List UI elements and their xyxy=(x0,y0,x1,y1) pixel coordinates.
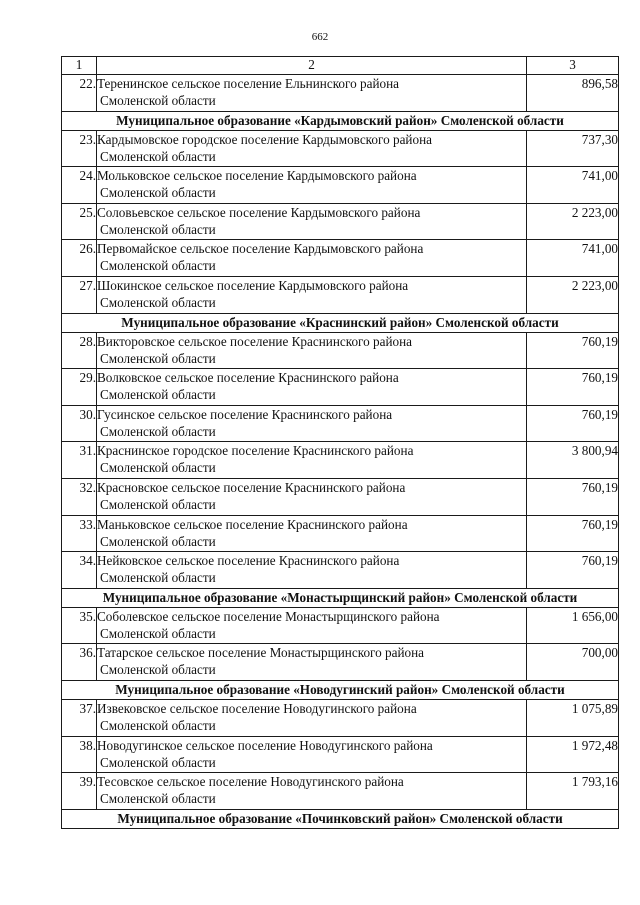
table-row xyxy=(62,130,619,167)
section-title: Муниципальное образование «Починковский район» Смоленской области xyxy=(62,809,619,828)
row-number: 28. xyxy=(62,332,97,369)
section-title: Муниципальное образование «Кардымовский район» Смоленской области xyxy=(62,111,619,130)
allocation-value-cell xyxy=(527,736,619,773)
section-title: Муниципальное образование «Новодугинский район» Смоленской области xyxy=(62,680,619,699)
settlement-name-line2: Смоленской области xyxy=(100,148,216,164)
allocation-value: 760,19 xyxy=(581,479,618,495)
table-row xyxy=(62,773,619,810)
allocation-value-cell xyxy=(527,773,619,810)
settlement-name xyxy=(97,442,527,479)
section-header-row xyxy=(62,111,619,130)
settlement-name-line1: Татарское сельское поселение Монастырщинского района xyxy=(97,645,425,661)
settlement-name-line1: Краснинское городское поселение Краснинского района xyxy=(97,443,414,459)
settlement-name-line2: Смоленской области xyxy=(100,625,216,641)
settlement-name xyxy=(97,332,527,369)
allocation-value-cell xyxy=(527,442,619,479)
settlement-name-line1: Новодугинское сельское поселение Новодугинского района xyxy=(97,737,433,753)
settlement-name xyxy=(97,203,527,240)
settlement-name-line1: Нейковское сельское поселение Краснинского района xyxy=(97,553,400,569)
row-number: 38. xyxy=(62,736,97,773)
allocation-value: 896,58 xyxy=(581,76,618,91)
settlement-name-line2: Смоленской области xyxy=(100,294,216,310)
section-title: Муниципальное образование «Краснинский район» Смоленской области xyxy=(62,313,619,332)
column-header-value: 3 xyxy=(527,57,619,75)
settlement-name xyxy=(97,167,527,204)
settlement-name-line2: Смоленской области xyxy=(100,496,216,512)
allocation-value: 741,00 xyxy=(581,241,618,257)
settlement-name-line2: Смоленской области xyxy=(100,423,216,439)
settlement-name-line2: Смоленской области xyxy=(100,533,216,549)
table-row xyxy=(62,478,619,515)
table-row xyxy=(62,515,619,552)
settlement-name-line1: Гусинское сельское поселение Краснинского района xyxy=(97,406,393,422)
table-row xyxy=(62,332,619,369)
row-number: 39. xyxy=(62,773,97,810)
table-row xyxy=(62,276,619,313)
settlement-name xyxy=(97,405,527,442)
settlement-name-line1: Первомайское сельское поселение Кардымовского района xyxy=(97,241,424,257)
row-number: 27. xyxy=(62,276,97,313)
settlement-name xyxy=(97,773,527,810)
table-row xyxy=(62,442,619,479)
settlement-name-line1: Шокинское сельское поселение Кардымовского района xyxy=(97,277,409,293)
row-number: 36. xyxy=(62,644,97,681)
settlement-name-line2: Смоленской области xyxy=(100,460,216,476)
settlement-name-line1: Викторовское сельское поселение Краснинского района xyxy=(97,333,413,349)
row-number: 23. xyxy=(62,130,97,167)
settlement-name xyxy=(97,736,527,773)
section-header-row xyxy=(62,313,619,332)
settlement-name-line2: Смоленской области xyxy=(100,350,216,366)
row-number: 30. xyxy=(62,405,97,442)
row-number: 29. xyxy=(62,369,97,406)
settlement-name-line2: Смоленской области xyxy=(100,258,216,274)
settlement-name-line2: Смоленской области xyxy=(100,662,216,678)
allocation-value-cell xyxy=(527,644,619,681)
settlement-name xyxy=(97,276,527,313)
allocation-value: 3 800,94 xyxy=(571,443,618,459)
settlement-name-line1: Кардымовское городское поселение Кардымовского района xyxy=(97,131,432,147)
row-number: 33. xyxy=(62,515,97,552)
allocation-value: 1 972,48 xyxy=(571,737,618,753)
row-number: 35. xyxy=(62,607,97,644)
settlement-name xyxy=(97,515,527,552)
allocation-value: 700,00 xyxy=(581,645,618,661)
allocation-value: 2 223,00 xyxy=(571,204,618,220)
allocation-value-cell xyxy=(527,240,619,277)
allocation-value-cell xyxy=(527,167,619,204)
settlement-name-line1: Соболевское сельское поселение Монастырщинского района xyxy=(97,608,440,624)
settlement-name-line2: Смоленской области xyxy=(100,754,216,770)
settlement-name-line2: Смоленской области xyxy=(100,570,216,586)
settlement-name-line2: Смоленской области xyxy=(100,221,216,237)
settlement-name-line1: Извековское сельское поселение Новодугинского района xyxy=(97,700,417,716)
table-row xyxy=(62,552,619,589)
table-row xyxy=(62,405,619,442)
allocation-table xyxy=(61,56,619,829)
table-row xyxy=(62,75,619,112)
allocation-value: 760,19 xyxy=(581,516,618,532)
allocation-value: 760,19 xyxy=(581,333,618,349)
section-header-row xyxy=(62,680,619,699)
table-row xyxy=(62,240,619,277)
settlement-name-line2: Смоленской области xyxy=(100,387,216,403)
table-row xyxy=(62,736,619,773)
table-row xyxy=(62,167,619,204)
allocation-value: 760,19 xyxy=(581,553,618,569)
settlement-name-line1: Соловьевское сельское поселение Кардымовского района xyxy=(97,204,421,220)
settlement-name-line1: Мольковское сельское поселение Кардымовского района xyxy=(97,168,417,184)
row-number: 25. xyxy=(62,203,97,240)
column-header-number: 1 xyxy=(62,57,97,75)
table-row xyxy=(62,699,619,736)
section-header-row xyxy=(62,588,619,607)
table-row xyxy=(62,369,619,406)
settlement-name-line2: Смоленской области xyxy=(100,93,216,108)
allocation-value: 741,00 xyxy=(581,168,618,184)
section-title: Муниципальное образование «Монастырщинский район» Смоленской области xyxy=(62,588,619,607)
allocation-value-cell xyxy=(527,699,619,736)
allocation-value-cell xyxy=(527,369,619,406)
page-number: 662 xyxy=(311,31,329,43)
allocation-value-cell xyxy=(527,478,619,515)
allocation-value: 760,19 xyxy=(581,370,618,386)
row-number: 26. xyxy=(62,240,97,277)
allocation-value-cell xyxy=(527,607,619,644)
row-number: 31. xyxy=(62,442,97,479)
row-number: 34. xyxy=(62,552,97,589)
row-number: 37. xyxy=(62,699,97,736)
table-row xyxy=(62,607,619,644)
table-row xyxy=(62,203,619,240)
settlement-name xyxy=(97,552,527,589)
allocation-value-cell xyxy=(527,552,619,589)
row-number: 32. xyxy=(62,478,97,515)
settlement-name-line1: Маньковское сельское поселение Краснинского района xyxy=(97,516,408,532)
allocation-value-cell xyxy=(527,276,619,313)
settlement-name-line1: Красновское сельское поселение Краснинского района xyxy=(97,479,406,495)
row-number: 22. xyxy=(62,75,97,112)
settlement-name-line2: Смоленской области xyxy=(100,717,216,733)
settlement-name-line1: Теренинское сельское поселение Ельнинского района xyxy=(97,76,400,91)
table-body xyxy=(62,57,619,829)
allocation-value: 2 223,00 xyxy=(571,277,618,293)
settlement-name-line1: Тесовское сельское поселение Новодугинского района xyxy=(97,774,404,790)
allocation-value-cell xyxy=(527,405,619,442)
settlement-name xyxy=(97,130,527,167)
allocation-value: 1 075,89 xyxy=(571,700,618,716)
allocation-value-cell xyxy=(527,332,619,369)
table-row xyxy=(62,644,619,681)
allocation-value: 1 793,16 xyxy=(571,774,618,790)
settlement-name xyxy=(97,240,527,277)
settlement-name xyxy=(97,699,527,736)
allocation-value-cell xyxy=(527,203,619,240)
settlement-name-line2: Смоленской области xyxy=(100,185,216,201)
section-header-row xyxy=(62,809,619,828)
allocation-value: 737,30 xyxy=(581,131,618,147)
column-header-name: 2 xyxy=(97,57,527,75)
settlement-name xyxy=(97,369,527,406)
allocation-value-cell xyxy=(527,515,619,552)
settlement-name xyxy=(97,478,527,515)
allocation-value-cell xyxy=(527,130,619,167)
row-number: 24. xyxy=(62,167,97,204)
column-header-row xyxy=(62,57,619,75)
allocation-value: 760,19 xyxy=(581,406,618,422)
allocation-value: 1 656,00 xyxy=(571,608,618,624)
allocation-value-cell xyxy=(527,75,619,112)
settlement-name-line2: Смоленской области xyxy=(100,791,216,807)
settlement-name xyxy=(97,644,527,681)
settlement-name-line1: Волковское сельское поселение Краснинского района xyxy=(97,370,399,386)
settlement-name xyxy=(97,607,527,644)
settlement-name xyxy=(97,75,527,112)
